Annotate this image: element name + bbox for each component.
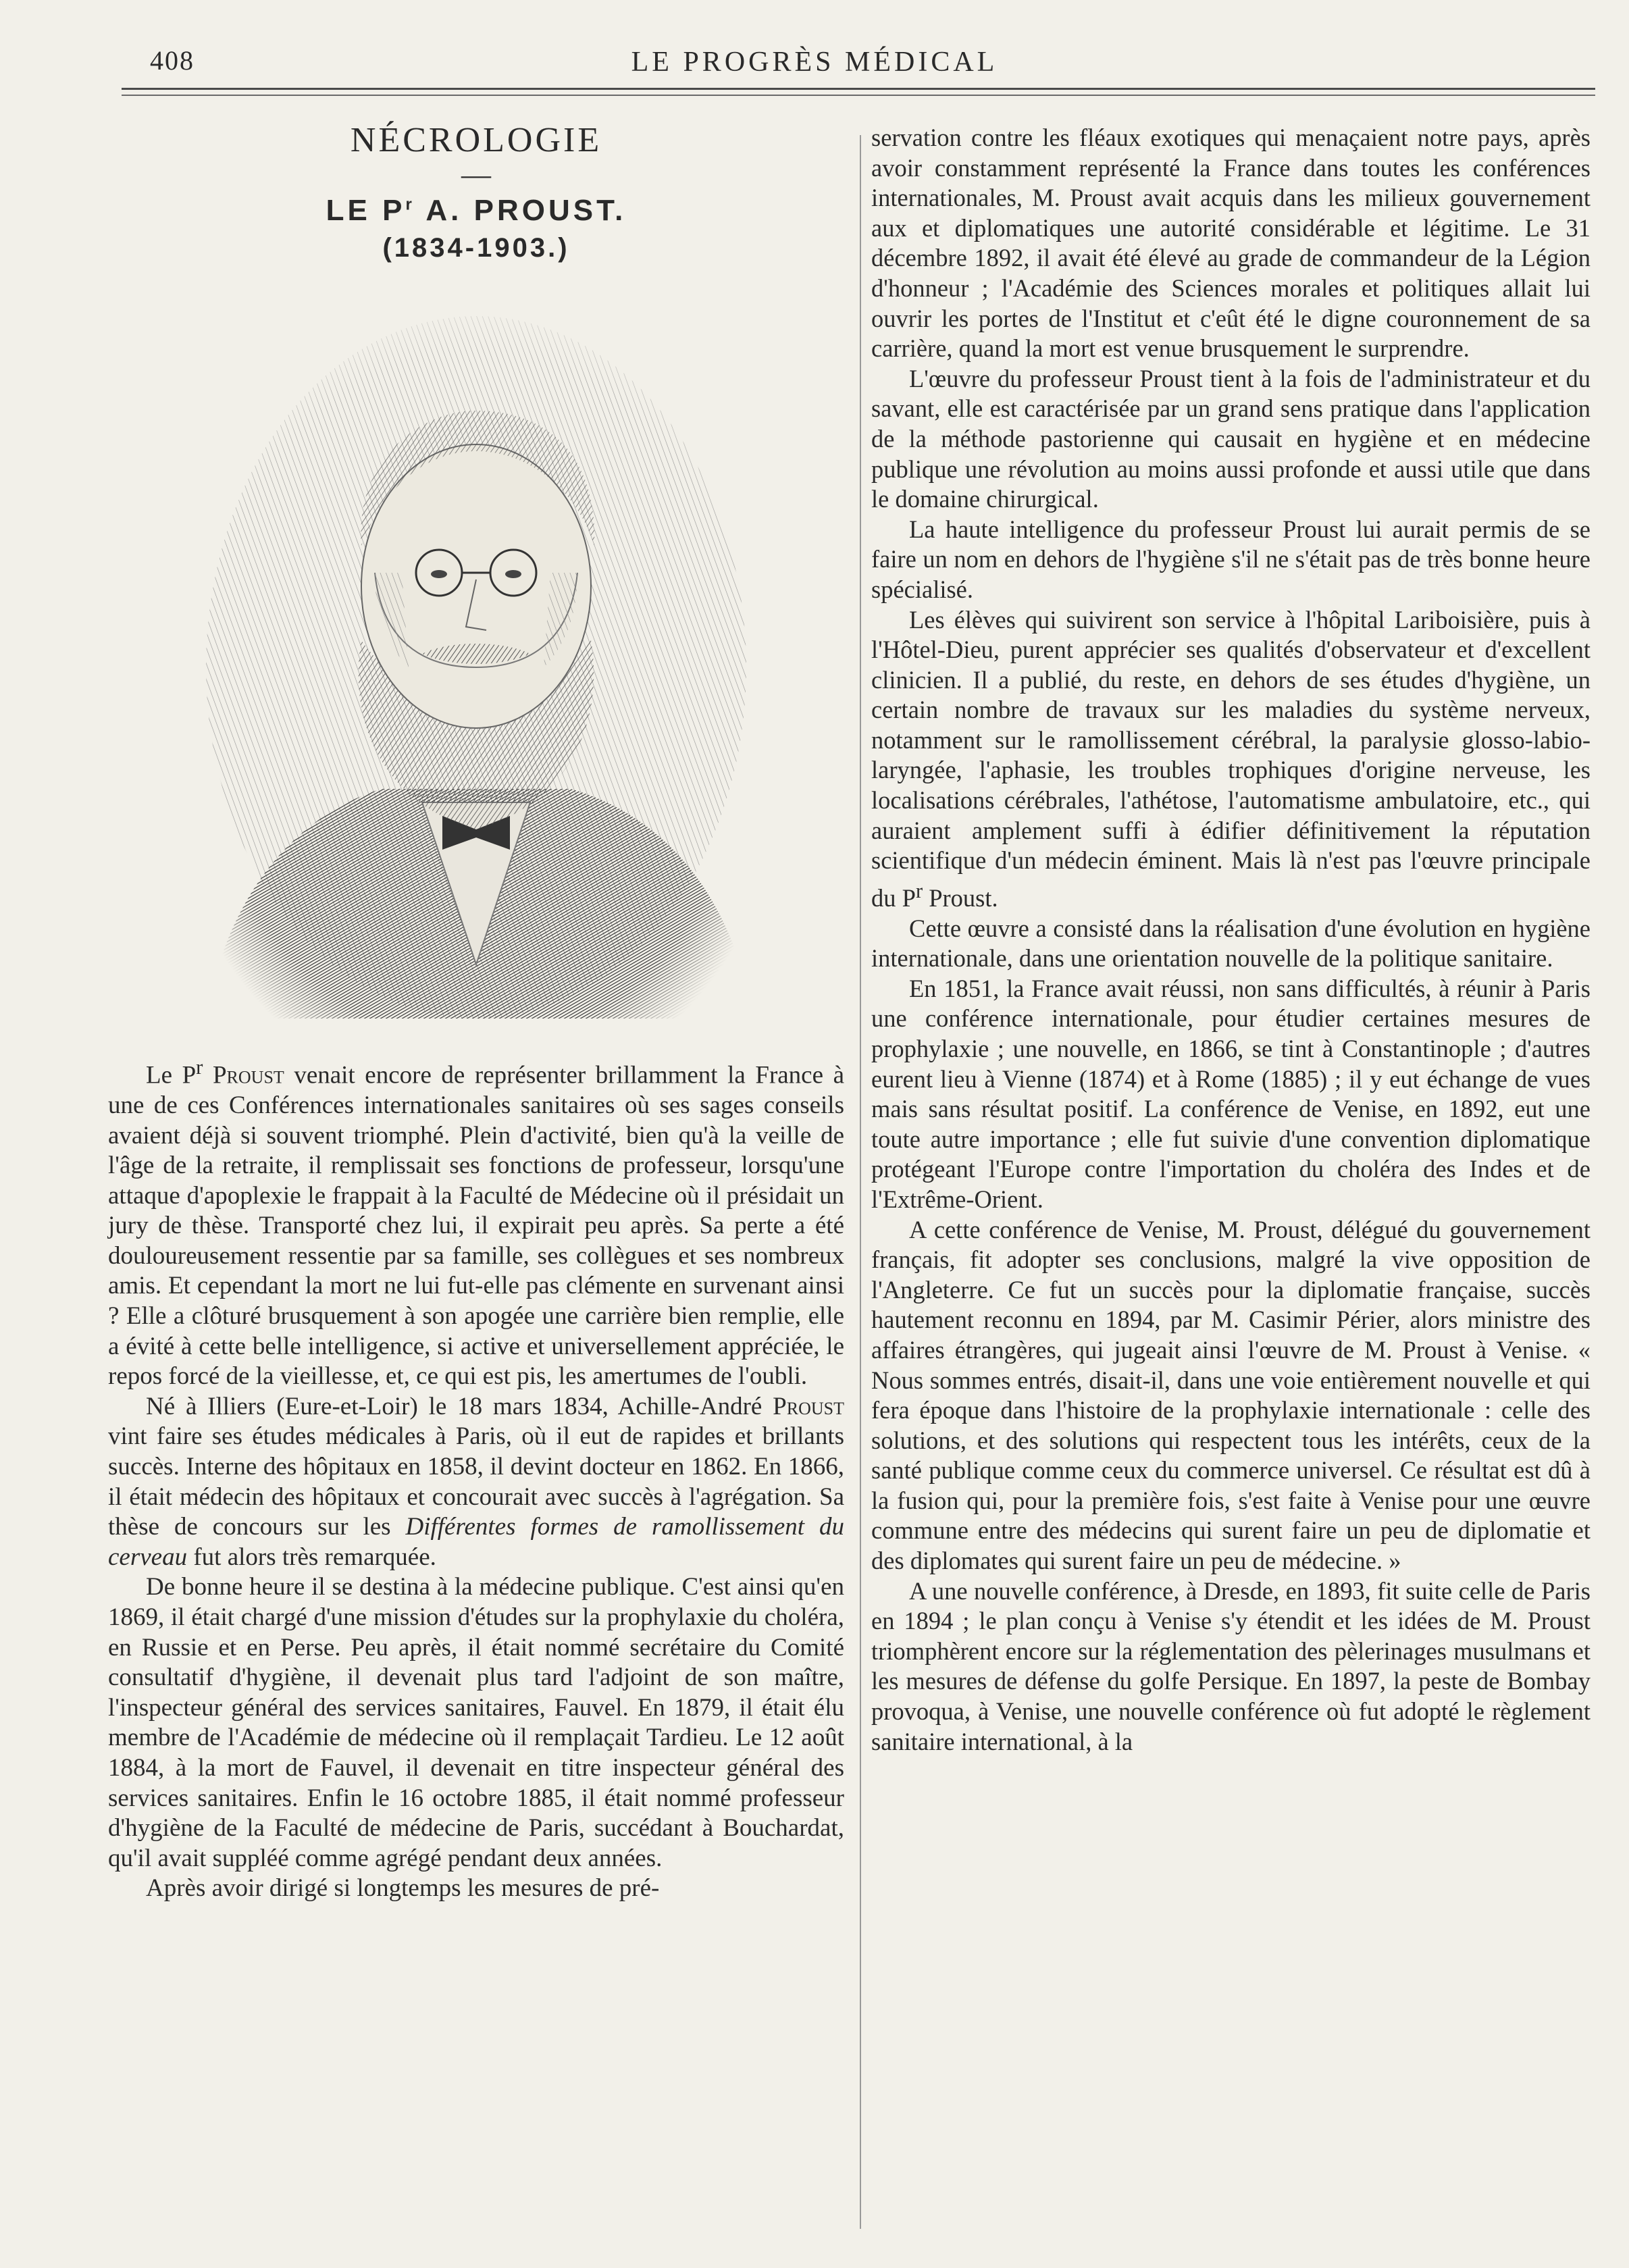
left-column	[108, 101, 844, 1904]
section-title: NÉCROLOGIE	[350, 121, 602, 159]
paragraph: A cette conférence de Venise, M. Proust, délégué du gouvernement français, fit adopter ses conclusions, malgré la vive opposition de l'Angleterre. Ce fut un succès pour la diplomatie française, succès hautement reconnu en 1894, par M. Casimir Périer, alors ministre des affaires étrangères, qui jugeait ainsi l'œuvre de M. Proust à Venise. « Nous sommes entrés, disait-il, dans une voie entièrement nouvelle et qui fera époque dans l'histoire de la prophylaxie internationale : celle des solutions, et des solutions qui respectent tous les intérêts, ceux de la santé publique comme ceux du commerce universel. Ce résultat est dû à la fusion qui, pour la première fois, s'est faite à Venise pour une œuvre commune entre des médecins qui surent faire un peu de diplomatie et des diplomates qui surent faire un peu de médecine. »	[871, 1215, 1591, 1575]
paragraph: Né à Illiers (Eure-et-Loir) le 18 mars 1834, Achille-André Proust vint faire ses études médicales à Paris, où il eut de rapides et brillants succès. Interne des hôpitaux en 1858, il devint docteur en 1862. En 1866, il était médecin des hôpitaux et concourait avec succès à l'agrégation. Sa thèse de concours sur les Différentes formes de ramollissement du cerveau fut alors très remarquée.	[108, 1392, 844, 1571]
header-rule-thin	[122, 95, 1595, 96]
paragraph: Cette œuvre a consisté dans la réalisation d'une évolution en hygiène internationale, dans une orientation nouvelle de la politique sanitaire.	[871, 914, 1591, 973]
portrait-engraving	[179, 289, 773, 1032]
header-rule	[122, 88, 1595, 90]
column-divider	[860, 135, 861, 2229]
paragraph: En 1851, la France avait réussi, non sans difficultés, à réunir à Paris une conférence internationale, pour étudier certaines mesures de prophylaxie ; une nouvelle, en 1866, se tint à Constantinople ; d'autres eurent lieu à Vienne (1874) et à Rome (1885) ; il y eut échange de vues mais sans résultat positif. La conférence de Venise, en 1892, eut une toute autre importance ; elle fut suivie d'une convention diplomatique protégeant l'Europe contre l'importation du choléra des Indes et de l'Extrême-Orient.	[871, 974, 1591, 1213]
page-number: 408	[150, 45, 195, 76]
obituary-dates: (1834-1903.)	[382, 233, 570, 263]
section-separator: —	[461, 158, 491, 191]
paragraph: De bonne heure il se destina à la médecine publique. C'est ainsi qu'en 1869, il était chargé d'une mission d'études sur la prophylaxie du choléra, en Russie et en Perse. Peu après, il était nommé secrétaire du Comité consultatif d'hygiène, il devenait plus tard l'adjoint de son maître, l'inspecteur général des services sanitaires, Fauvel. En 1879, il était élu membre de l'Académie de médecine où il remplaçait Tardieu. Le 12 août 1884, à la mort de Fauvel, il devenait en titre inspecteur général des services sanitaires. Enfin le 16 octobre 1885, il était nommé professeur d'hygiène de la Faculté de médecine de Paris, succédant à Bouchardat, qu'il avait suppléé comme agrégé pendant deux années.	[108, 1573, 844, 1872]
paragraph: Après avoir dirigé si longtemps les mesures de pré-	[146, 1874, 660, 1903]
left-body-text	[108, 1052, 844, 1904]
paragraph: La haute intelligence du professeur Proust lui aurait permis de se faire un nom en dehors de l'hygiène s'il ne s'était pas de très bonne heure spécialisé.	[871, 515, 1591, 603]
right-column	[871, 123, 1591, 1757]
right-body-text	[871, 123, 1591, 1757]
paragraph: Le $P^r$ Proust venait encore de représenter brillamment la France à une de ces Conférences internationales sanitaires où ses sages conseils avaient déjà si souvent triomphé. Plein d'activité, bien qu'à la veille de l'âge de la retraite, il remplissait ses fonctions de professeur, lorsqu'une attaque d'apoplexie le frappait à la Faculté de Médecine où il présidait un jury de thèse. Transporté chez lui, il expirait peu après. Sa perte a été douloureusement ressentie par sa famille, ses collègues et ses nombreux amis. Et cependant la mort ne lui fut-elle pas clémente en survenant ainsi ? Elle a clôturé brusquement à son apogée une carrière bien remplie, elle a évité à cette belle intelligence, si active et universellement appréciée, le repos forcé de la vieillesse, et, ce qui est pis, les amertumes de l'oubli.	[108, 1056, 844, 1391]
paragraph: Les élèves qui suivirent son service à l'hôpital Lariboisière, puis à l'Hôtel-Dieu, purent apprécier ses qualités d'observateur et d'excellent clinicien. Il a publié, du reste, en dehors de ses études d'hygiène, un certain nombre de travaux sur les maladies du système nerveux, notamment sur le ramollissement cérébral, la paralysie glosso-labio-laryngée, l'aphasie, les troubles trophiques d'origine nerveuse, les localisations cérébrales, l'athétose, l'automatisme ambulatoire, etc., qui auraient amplement suffi à édifier définitivement la réputation scientifique d'un médecin éminent. Mais là n'est pas l'œuvre principale du $P^r$ Proust.	[871, 605, 1591, 912]
paragraph: A une nouvelle conférence, à Dresde, en 1893, fit suite celle de Paris en 1894 ; le plan conçu à Venise s'y étendit et les idées de M. Proust triomphèrent encore sur la réglementation des pèlerinages musulmans et les mesures de défense du golfe Persique. En 1897, la peste de Bombay provoqua, à Venise, une nouvelle conférence où fut adopté le règlement sanitaire international, à la	[871, 1576, 1591, 1755]
paragraph: servation contre les fléaux exotiques qui menaçaient notre pays, après avoir constamment représenté la France dans toutes les conférences internationales, M. Proust avait acquis dans les milieux gouvernement aux et diplomatiques une autorité considérable et légitime. Le 31 décembre 1892, il avait été élevé au grade de commandeur de la Légion d'honneur ; l'Académie des Sciences morales et politiques allait lui ouvrir les portes de l'Institut et c'eût été le digne couronnement de sa carrière, quand la mort est venue brusquement le surprendre.	[871, 124, 1591, 363]
journal-title: LE PROGRÈS MÉDICAL	[631, 47, 998, 78]
paragraph: L'œuvre du professeur Proust tient à la fois de l'administrateur et du savant, elle est caractérisée par un grand sens pratique dans l'application de la méthode pastorienne qui causait en hygiène et en médecine publique une révolution au moins aussi profonde et aussi utile que dans le domaine chirurgical.	[871, 364, 1591, 513]
obituary-name: LE $P^r$ A. PROUST.	[326, 194, 627, 227]
